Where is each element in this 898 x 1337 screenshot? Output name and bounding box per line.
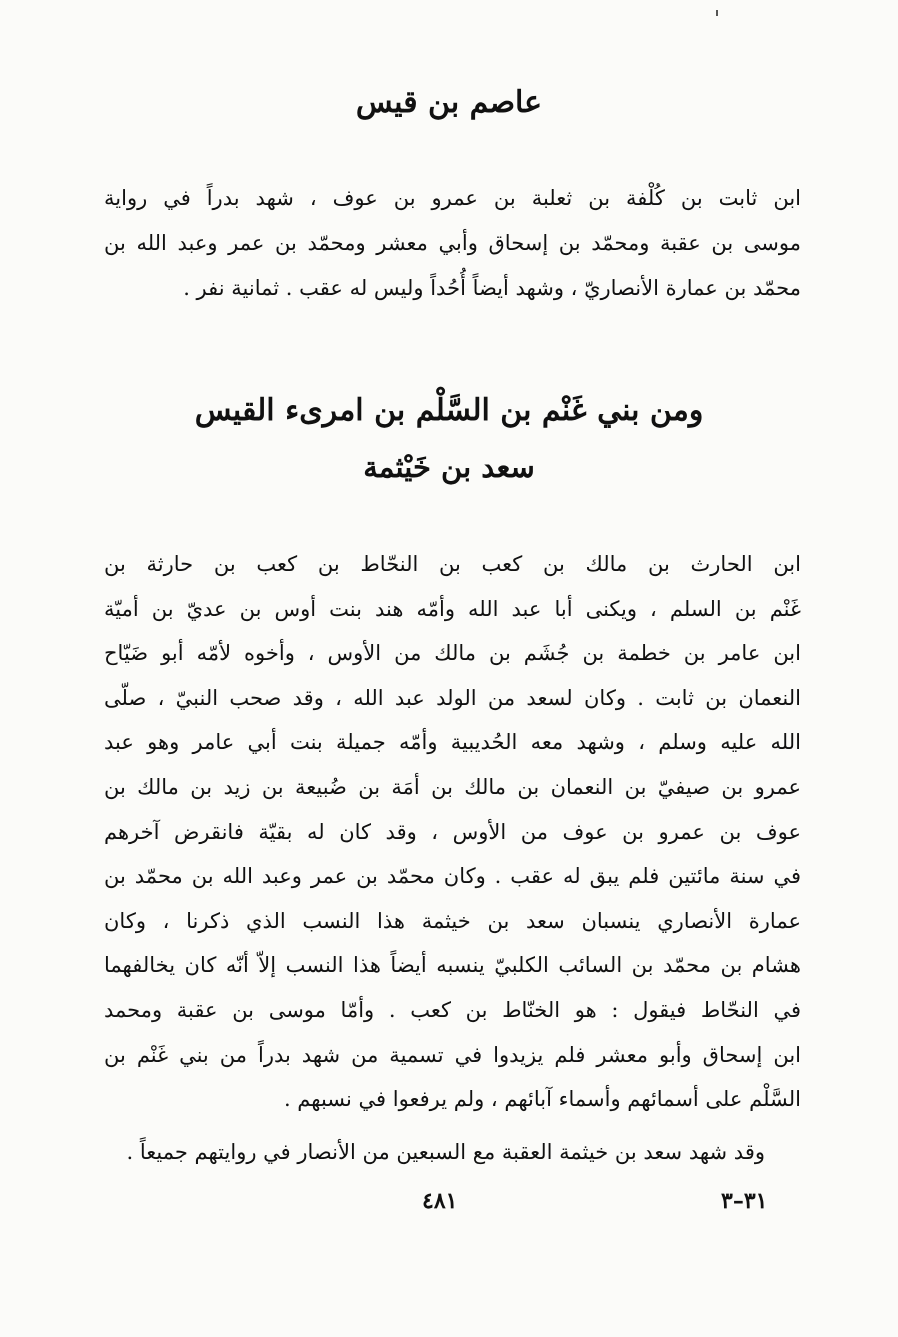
text-line: ابن عامر بن خطمة بن جُشَم بن مالك من الأوس ، وأخوه لأمّه أبو ضَيّاح bbox=[104, 641, 801, 666]
closing-line: وقد شهد سعد بن خيثمة العقبة مع السبعين من الأنصار في روايتهم جميعاً . bbox=[126, 1140, 765, 1164]
text-line: عمارة الأنصاري ينسبان سعد بن خيثمة هذا النسب الذي ذكرنا ، وكان bbox=[104, 908, 801, 933]
paragraph-sad bbox=[104, 542, 801, 1122]
text-line: السَّلْم على أسمائهم وأسماء آبائهم ، ولم يرفعوا في نسبهم . bbox=[283, 1087, 801, 1112]
paragraph-asim bbox=[104, 176, 801, 311]
print-speck bbox=[716, 10, 718, 16]
signature-mark: ٣١–٣ bbox=[721, 1188, 768, 1214]
closing-paragraph bbox=[104, 1130, 801, 1174]
text-line: الله عليه وسلم ، وشهد معه الحُديبية وأمّه جميلة بنت أبي عامر وهو عبد bbox=[104, 730, 801, 755]
text-line: ابن الحارث بن مالك بن كعب بن النحّاط بن كعب بن حارثة بن bbox=[104, 552, 801, 576]
text-line: في سنة مائتين فلم يبق له عقب . وكان محمّد بن عمر وعبد الله بن محمّد بن bbox=[104, 864, 801, 889]
text-line: عمرو بن صيفيّ بن النعمان بن مالك بن أمَة بن ضُبيعة بن زيد بن مالك بن bbox=[104, 774, 801, 799]
text-line: محمّد بن عمارة الأنصاريّ ، وشهد أيضاً أُحُداً وليس له عقب . ثمانية نفر . bbox=[183, 276, 801, 300]
text-line: في النحّاط فيقول : هو الخنّاط بن كعب . وأمّا موسى بن عقبة ومحمد bbox=[104, 997, 801, 1022]
page-number: ٤٨١ bbox=[422, 1188, 458, 1214]
text-line: عوف بن عمرو بن عوف من الأوس ، وقد كان له بقيّة فانقرض آخرهم bbox=[104, 819, 801, 844]
text-line: موسى بن عقبة ومحمّد بن إسحاق وأبي معشر ومحمّد بن عمر وعبد الله بن bbox=[104, 231, 801, 255]
text-line: غَنْم بن السلم ، ويكنى أبا عبد الله وأمّه هند بنت أوس بن عديّ بن أميّة bbox=[104, 596, 801, 621]
section-subtitle-sad: سعد بن خَيْثمة bbox=[363, 450, 535, 484]
section-title-bani-ghanm: ومن بني غَنْم بن السَّلْم بن امرىء القيس bbox=[194, 393, 704, 428]
section-title-asim: عاصم بن قيس bbox=[355, 85, 543, 120]
text-line: هشام بن محمّد بن السائب الكلبيّ ينسبه أيضاً هذا النسب إلاّ أنّه كان يخالفهما bbox=[104, 953, 801, 978]
text-line: ابن إسحاق وأبو معشر فلم يزيدوا في تسمية من شهد بدراً من بني غَنْم بن bbox=[104, 1042, 801, 1067]
text-line: النعمان بن ثابت . وكان لسعد من الولد عبد الله ، وقد صحب النبيّ ، صلّى bbox=[104, 685, 801, 710]
text-line: ابن ثابت بن كُلْفة بن ثعلبة بن عمرو بن عوف ، شهد بدراً في رواية bbox=[104, 186, 801, 210]
